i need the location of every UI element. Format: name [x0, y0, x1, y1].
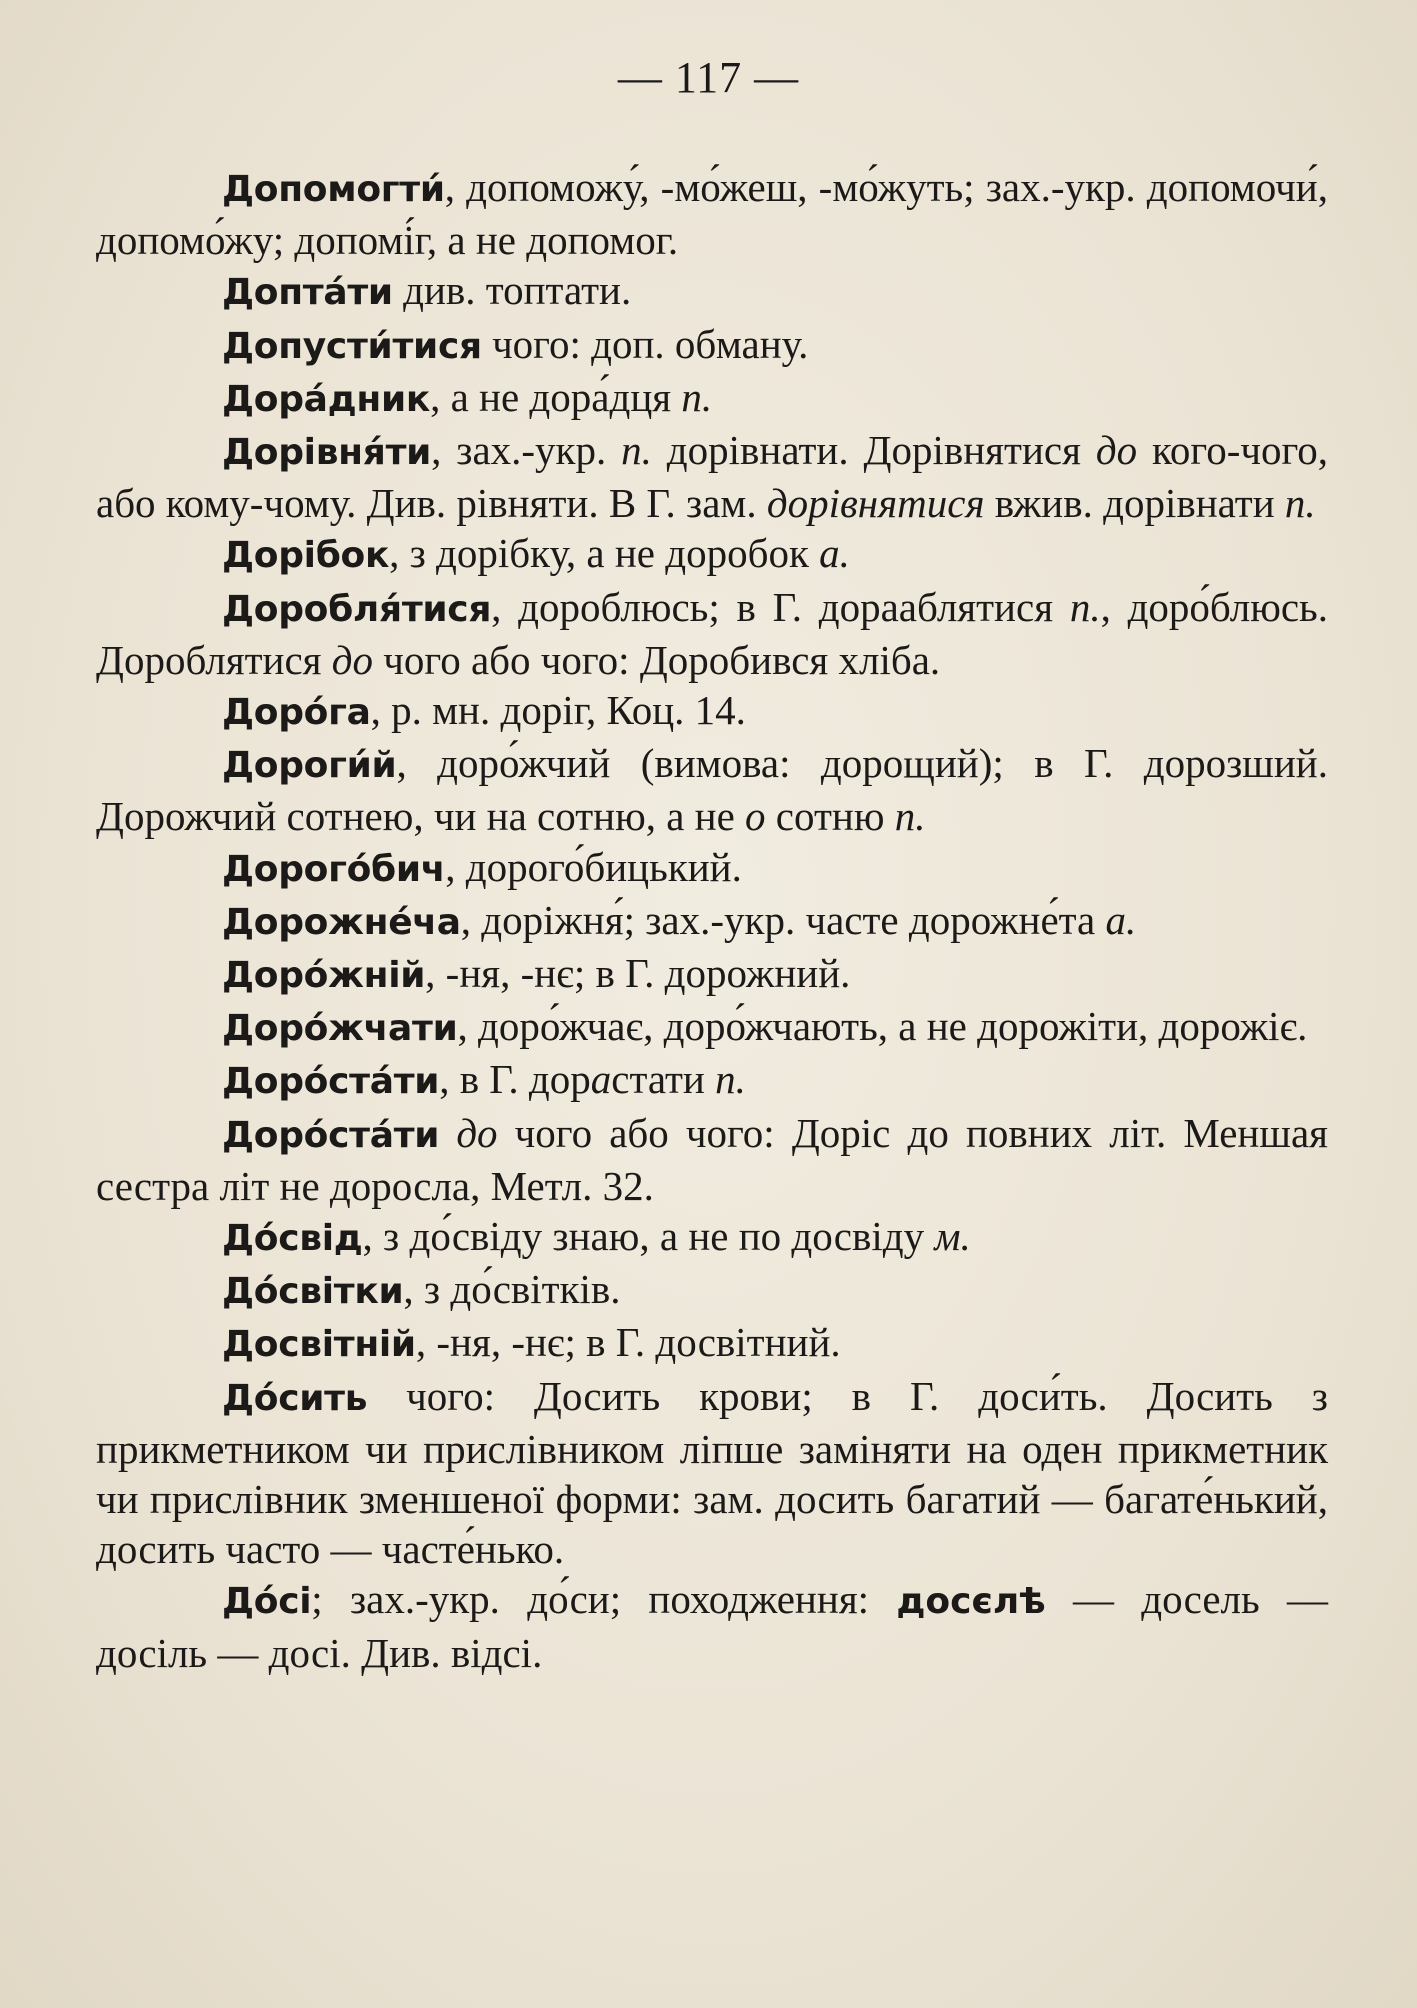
entry-text: , дорого́бицький.: [445, 843, 742, 890]
entry-text: [439, 1110, 456, 1156]
headword: Допомогти́: [222, 169, 445, 210]
italic-abbrev: п.: [1069, 583, 1101, 630]
italic-abbrev: а: [590, 1056, 612, 1103]
dictionary-entry: [96, 1574, 1328, 1677]
dictionary-entry: [96, 265, 1328, 318]
italic-abbrev: а.: [1105, 896, 1137, 943]
dictionary-entry: [96, 895, 1328, 948]
dictionary-entry: [96, 1371, 1328, 1575]
entry-text: чого або чого: Доріс до повних літ. Меншая сестра літ не доросла, Метл. 32.: [96, 1109, 1329, 1209]
headword: Досвітній: [222, 1324, 416, 1366]
entry-text: чого або чого: Доробився хліба.: [373, 636, 941, 683]
entry-text: стати: [611, 1056, 716, 1103]
dictionary-entry: [96, 1054, 1328, 1107]
headword: Дора́дник: [222, 378, 431, 420]
dictionary-entries: [96, 162, 1328, 1678]
entry-text: , -ня, -нє; в Г. досвітний.: [415, 1319, 841, 1366]
italic-abbrev: п.: [894, 793, 926, 840]
entry-text: — досель — досіль — досі. Див. відсі.: [96, 1576, 1328, 1676]
dictionary-entry: [96, 1001, 1328, 1054]
entry-text: дорівнати. Дорівнятися: [651, 427, 1096, 474]
dictionary-entry: [96, 738, 1328, 841]
dictionary-entry: [96, 425, 1328, 528]
dictionary-entry: [96, 1211, 1328, 1264]
entry-text: , а не дора́дця: [430, 373, 682, 420]
dictionary-entry: [96, 372, 1328, 425]
dictionary-entry: [96, 162, 1328, 265]
italic-abbrev: п.: [715, 1056, 746, 1103]
dictionary-entry: [96, 1108, 1328, 1211]
italic-abbrev: а.: [819, 530, 850, 577]
italic-abbrev: до: [456, 1109, 498, 1156]
entry-text: , з дорібку, а не доробок: [389, 530, 820, 577]
entry-text: , доро́жчий (вимова: дорощий); в Г. дорозший. Дорожчий сотнею, чи на сотню, а не: [96, 740, 1328, 840]
italic-abbrev: дорівнятися: [766, 480, 985, 527]
entry-text: , з до́світків.: [403, 1266, 621, 1313]
entry-text: вжив. дорівнати: [984, 480, 1285, 527]
entry-text: кого-чого, або кому-чому. Див. рівняти. В Г. зам.: [96, 427, 1329, 527]
entry-text: , зах.-укр.: [431, 427, 622, 474]
italic-abbrev: до: [331, 636, 374, 683]
entry-text: чого: доп. обману.: [481, 320, 809, 367]
italic-abbrev: п.: [1284, 480, 1316, 527]
italic-abbrev: п.: [681, 373, 713, 420]
entry-text: , допоможу́, -мо́жеш, -мо́жуть; зах.-укр. допомочи́, допомо́жу; допомі́г, а не допомог.: [96, 164, 1328, 264]
headword: Дорого́бич: [222, 848, 446, 890]
headword: Доро́жній: [222, 955, 426, 997]
headword: До́свід: [222, 1218, 363, 1260]
headword: Дорівня́ти: [222, 432, 432, 474]
entry-text: , дороблюсь; в Г. дорааблятися: [491, 583, 1070, 630]
entry-text: див. топтати.: [392, 267, 632, 314]
entry-text: , -ня, -нє; в Г. дорожний.: [425, 950, 851, 997]
headword: Допта́ти: [222, 272, 393, 314]
entry-text: , доро́блюсь. Дороблятися: [96, 583, 1329, 683]
entry-text: , доріжня́; зах.-укр. часте дорожне́та: [460, 896, 1106, 943]
dictionary-entry: [96, 319, 1328, 372]
entry-text: чого: Досить крови; в Г. доси́ть. Досить з прикметником чи прислівником ліпше заміняти на оден прикметник чи прислівник зменшеної форми: зам. досить багатий — багате́нький, досить часто — часте́нько.: [96, 1372, 1328, 1573]
headword: Дороги́й: [222, 745, 397, 787]
dictionary-entry: [96, 948, 1328, 1001]
headword: До́світки: [222, 1271, 404, 1313]
headword: Доро́ста́ти: [222, 1061, 440, 1103]
headword: Доро́ста́ти: [222, 1114, 440, 1156]
italic-abbrev: п.: [621, 427, 652, 474]
page-number: — 117 —: [617, 53, 800, 102]
headword: Доро́жчати: [222, 1008, 458, 1050]
headword: До́сить: [222, 1377, 368, 1419]
entry-text: , доро́жчає, доро́жчають, а не дорожіти, дорожіє.: [457, 1003, 1308, 1050]
headword: До́сі: [222, 1581, 312, 1623]
entry-text: сотню: [765, 793, 895, 840]
headword: Допусти́тися: [222, 325, 482, 367]
italic-abbrev: м.: [934, 1213, 971, 1260]
italic-abbrev: о: [745, 793, 766, 840]
headword: Доробля́тися: [222, 588, 492, 630]
old-slavonic-word: досєлѣ: [896, 1581, 1046, 1623]
headword: Доро́га: [222, 692, 371, 734]
entry-text: ; зах.-укр. до́си; походження:: [311, 1576, 897, 1623]
italic-abbrev: до: [1095, 427, 1138, 474]
dictionary-entry: [96, 685, 1328, 738]
dictionary-entry: [96, 528, 1328, 581]
dictionary-entry: [96, 1317, 1328, 1370]
entry-text: , в Г. дор: [439, 1056, 591, 1103]
dictionary-entry: [96, 842, 1328, 895]
headword: Дорібок: [222, 535, 390, 577]
headword: Дорожне́ча: [222, 901, 461, 943]
entry-text: , з до́свіду знаю, а не по досвіду: [362, 1213, 935, 1260]
entry-text: , р. мн. доріг, Коц. 14.: [370, 687, 746, 734]
dictionary-entry: [96, 1264, 1328, 1317]
dictionary-entry: [96, 582, 1328, 685]
